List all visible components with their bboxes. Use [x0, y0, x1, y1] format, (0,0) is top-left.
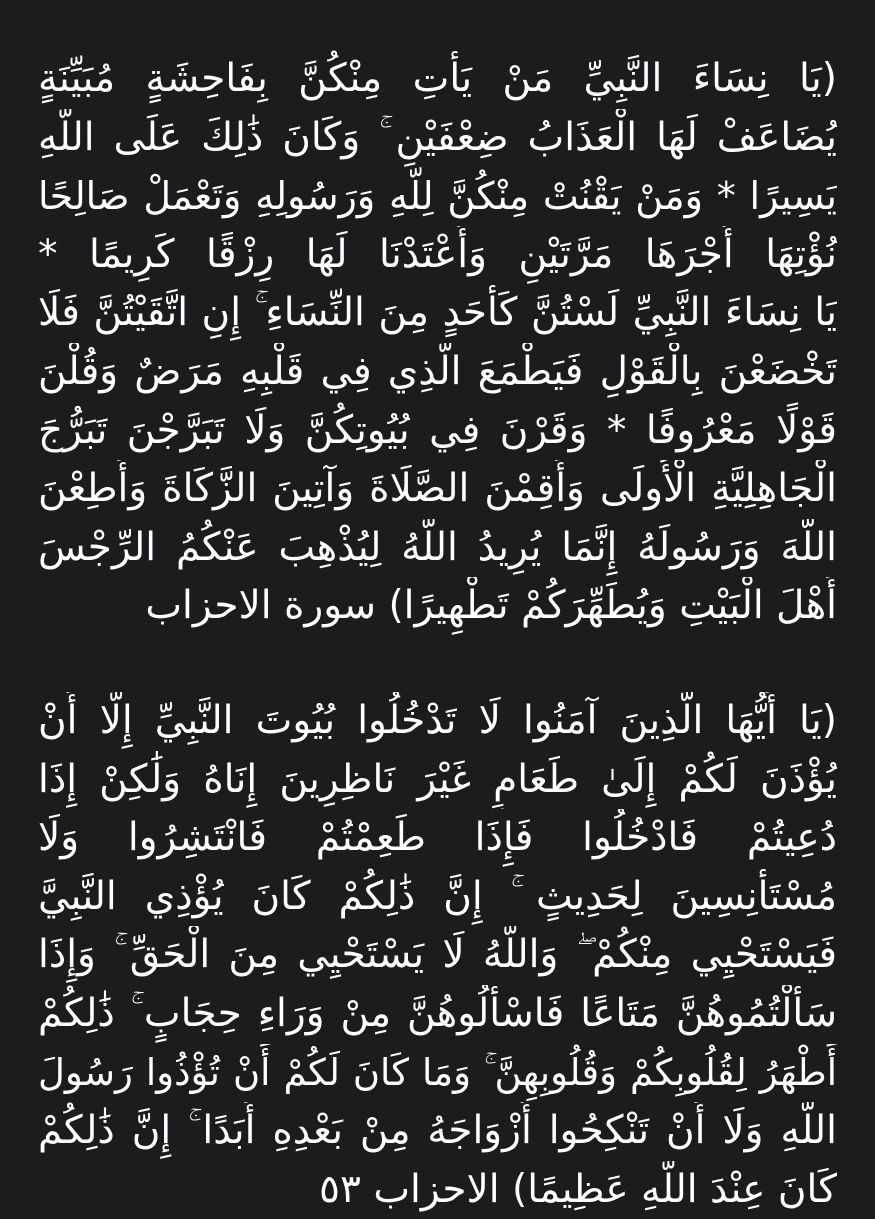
text-line: أَهْلَ الْبَيْتِ وَيُطَهِّرَكُمْ تَطْهِيرًا) سورة الاحزاب — [145, 583, 837, 629]
text-line: (يَا نِسَاءَ النَّبِيِّ مَنْ يَأْتِ مِنْكُنَّ بِفَاحِشَةٍ مُبَيِّنَةٍ — [38, 56, 837, 101]
text-line: الْجَاهِلِيَّةِ الْأُولَى وَأَقِمْنَ الصَّلَاةَ وَآتِينَ الزَّكَاةَ وَأَطِعْنَ — [38, 466, 837, 512]
quran-passage-al-ahzab-30-33 — [38, 50, 837, 636]
text-line: يَسِيرًا * وَمَنْ يَقْنُتْ مِنْكُنَّ لِلَّهِ وَرَسُولِهِ وَتَعْمَلْ صَالِحًا — [38, 174, 837, 219]
text-line: تَخْضَعْنَ بِالْقَوْلِ فَيَطْمَعَ الَّذِي فِي قَلْبِهِ مَرَضٌ وَقُلْنَ — [38, 348, 837, 394]
text-line: نُؤْتِهَا أَجْرَهَا مَرَّتَيْنِ وَأَعْتَدْنَا لَهَا رِزْقًا كَرِيمًا * — [38, 231, 837, 277]
text-line: سَأَلْتُمُوهُنَّ مَتَاعًا فَاسْأَلُوهُنَّ مِنْ وَرَاءِ حِجَابٍ ۚ ذَٰلِكُمْ — [38, 990, 837, 1036]
text-line: قَوْلًا مَعْرُوفًا * وَقَرْنَ فِي بُيُوتِكُنَّ وَلَا تَبَرَّجْنَ تَبَرُّجَ — [38, 407, 837, 453]
text-line: اللَّهِ وَلَا أَنْ تَنْكِحُوا أَزْوَاجَهُ مِنْ بَعْدِهِ أَبَدًا ۚ إِنَّ ذَٰلِكُمْ — [38, 1108, 837, 1154]
text-line: دُعِيتُمْ فَادْخُلُوا فَإِذَا طَعِمْتُمْ فَانْتَشِرُوا وَلَا — [38, 815, 837, 861]
text-line: (يَا أَيُّهَا الَّذِينَ آمَنُوا لَا تَدْخُلُوا بُيُوتَ النَّبِيِّ إِلَّا أَنْ — [38, 697, 837, 743]
text-line: كَانَ عِنْدَ اللَّهِ عَظِيمًا) الاحزاب ٥٣ — [319, 1166, 837, 1212]
quran-passage-al-ahzab-53 — [38, 692, 837, 1219]
text-line: يُؤْذَنَ لَكُمْ إِلَىٰ طَعَامٍ غَيْرَ نَاظِرِينَ إِنَاهُ وَلَٰكِنْ إِذَا — [38, 756, 837, 802]
text-line: يَا نِسَاءَ النَّبِيِّ لَسْتُنَّ كَأَحَدٍ مِنَ النِّسَاءِ ۚ إِنِ اتَّقَيْتُنَّ فَلَا — [38, 290, 837, 336]
text-line: فَيَسْتَحْيِي مِنْكُمْ ۖ وَاللَّهُ لَا يَسْتَحْيِي مِنَ الْحَقِّ ۚ وَإِذَا — [38, 932, 837, 978]
text-line: أَطْهَرُ لِقُلُوبِكُمْ وَقُلُوبِهِنَّ ۚ وَمَا كَانَ لَكُمْ أَنْ تُؤْذُوا رَسُولَ — [38, 1050, 837, 1094]
text-line: اللَّهَ وَرَسُولَهُ إِنَّمَا يُرِيدُ اللَّهُ لِيُذْهِبَ عَنْكُمُ الرِّجْسَ — [38, 524, 837, 570]
text-line: مُسْتَأْنِسِينَ لِحَدِيثٍ ۚ إِنَّ ذَٰلِكُمْ كَانَ يُؤْذِي النَّبِيَّ — [38, 873, 837, 919]
text-line: يُضَاعَفْ لَهَا الْعَذَابُ ضِعْفَيْنِ ۚ وَكَانَ ذَٰلِكَ عَلَى اللَّهِ — [38, 114, 837, 160]
